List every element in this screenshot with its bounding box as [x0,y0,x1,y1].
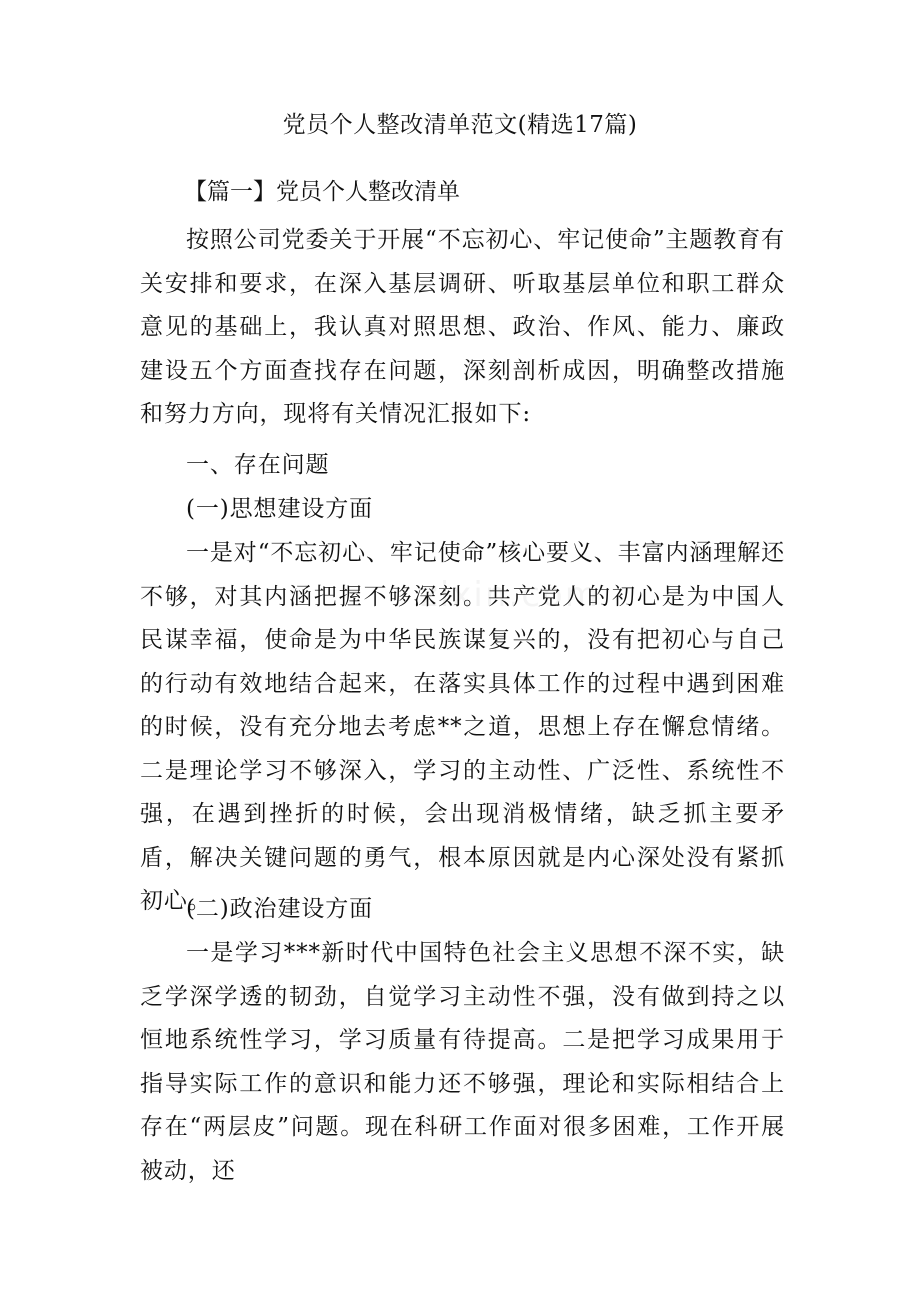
document-title: 党员个人整改清单范文(精选17篇) [282,112,638,138]
subheading-political-building: (二)政治建设方面 [186,896,374,922]
section-heading: 【篇一】党员个人整改清单 [184,179,460,205]
heading-existing-problems: 一、存在问题 [186,452,330,478]
paragraph-political: 一是学习***新时代中国特色社会主义思想不深不实，缺乏学深学透的韧劲，自觉学习主动性不强，没有做到持之以恒地系统性学习，学习质量有待提高。二是把学习成果用于指导实际工作的意识和能力还不够强，理论和实际相结合上存在“两层皮”问题。现在科研工作面对很多困难，工作开展被动，还 [140,940,785,1184]
paragraph-ideological: 一是对“不忘初心、牢记使命”核心要义、丰富内涵理解还不够，对其内涵把握不够深刻。共产党人的初心是为中国人民谋幸福，使命是为中华民族谋复兴的，没有把初心与自己的行动有效地结合起来，在落实具体工作的过程中遇到困难的时候，没有充分地去考虑**之道，思想上存在懈怠情绪。二是理论学习不够深入，学习的主动性、广泛性、系统性不强，在遇到挫折的时候，会出现消极情绪，缺乏抓主要矛盾，解决关键问题的勇气，根本原因就是内心深处没有紧抓初心。 [140,540,785,914]
intro-paragraph: 按照公司党委关于开展“不忘初心、牢记使命”主题教育有关安排和要求，在深入基层调研、听取基层单位和职工群众意见的基础上，我认真对照思想、政治、作风、能力、廉政建设五个方面查找存在问题，深刻剖析成因，明确整改措施和努力方向，现将有关情况汇报如下: [140,227,785,427]
subheading-ideological-building: (一)思想建设方面 [186,496,374,522]
